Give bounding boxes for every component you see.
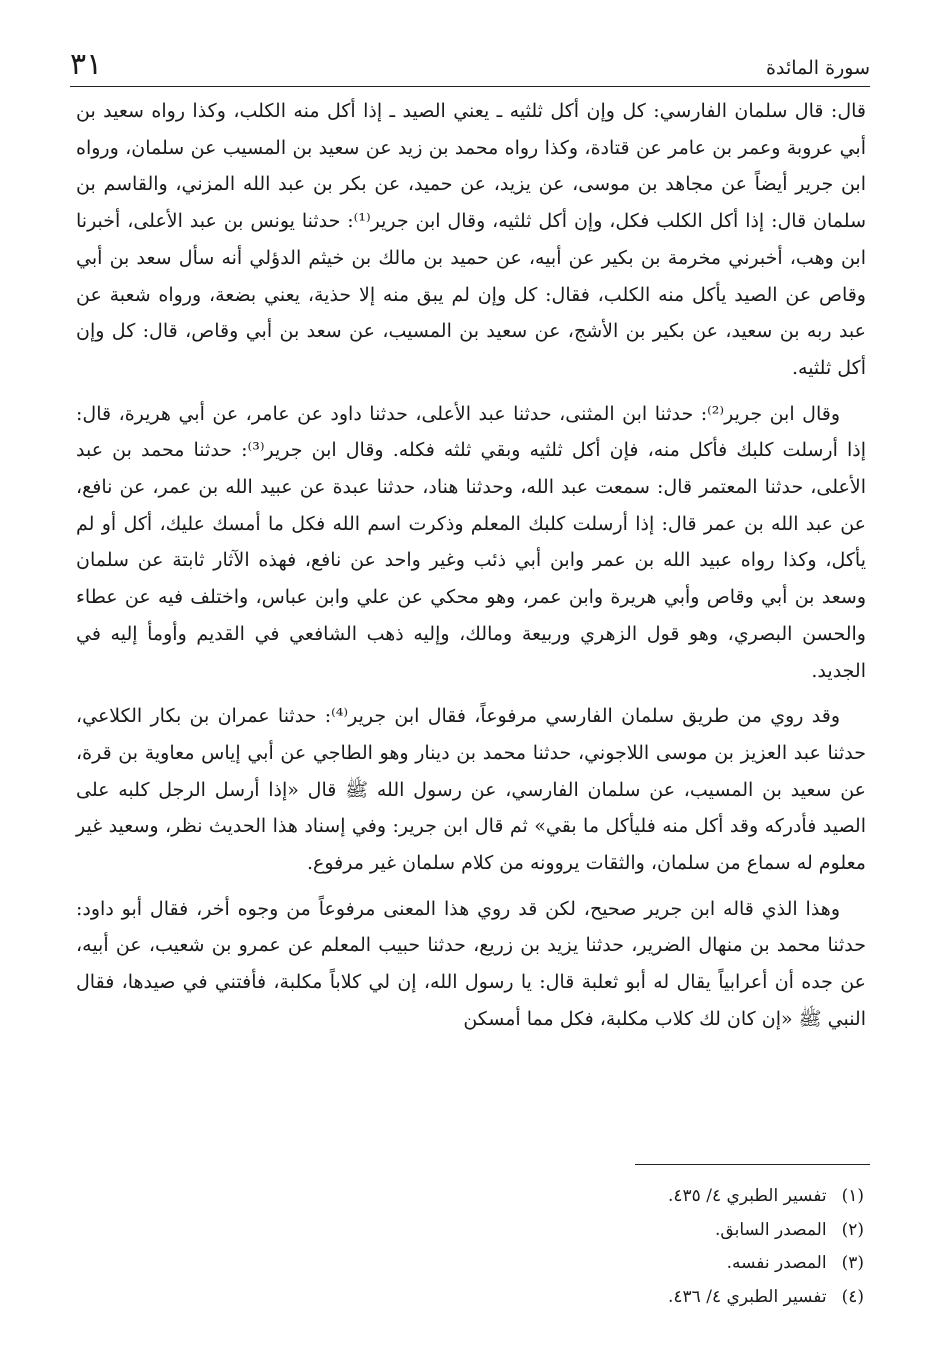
paragraph: قال: قال سلمان الفارسي: كل وإن أكل ثلثيه ـ يعني الصيد ـ إذا أكل منه الكلب، وكذا رواه سعيد بن أبي عروبة وعمر بن عامر عن قتادة، وكذا رواه محمد بن زيد عن سعيد بن المسيب عن سلمان، ورواه ابن جرير أيضاً عن مجاهد بن موسى، عن يزيد، عن حميد، عن بكر بن عبد الله المزني، والقاسم بن سلمان قال: إذا أكل الكلب فكل، وإن أكل ثلثيه، وقال ابن جرير⁽¹⁾: حدثنا يونس بن عبد الأعلى، أخبرنا ابن وهب، أخبرني مخرمة بن بكير عن أبيه، عن حميد بن مالك بن خيثم الدؤلي أنه سأل سعد بن أبي وقاص عن الصيد يأكل منه الكلب، فقال: كل وإن لم يبق منه إلا حذية، يعني بضعة، ورواه شعبة عن عبد ربه بن سعيد، عن بكير بن الأشج، عن سعيد بن المسيب، عن سعد بن أبي وقاص، قال: كل وإن أكل ثلثيه. — [76, 100, 866, 379]
footnote — [444, 1214, 864, 1248]
running-title: سورة المائدة — [766, 57, 870, 79]
footnote-number: (٢) — [841, 1219, 864, 1240]
page-header — [70, 46, 870, 87]
paragraph: وقد روي من طريق سلمان الفارسي مرفوعاً، فقال ابن جرير⁽⁴⁾: حدثنا عمران بن بكار الكلاعي، حدثنا عبد العزيز بن موسى اللاجوني، حدثنا محمد بن دينار وهو الطاجي عن أبي إياس معاوية بن قرة، عن سعيد بن المسيب، عن سلمان الفارسي، عن رسول الله ﷺ قال «إذا أرسل الرجل كلبه على الصيد فأدركه وقد أكل منه فليأكل ما بقي» ثم قال ابن جرير: وفي إسناد هذا الحديث نظر، وسعيد غير معلوم له سماع من سلمان، والثقات يروونه من كلام سلمان غير مرفوع. — [76, 705, 866, 875]
footnote-text: تفسير الطبري ٤/ ٤٣٥. — [668, 1186, 827, 1206]
footnote-number: (٤) — [841, 1286, 864, 1307]
paragraph: وقال ابن جرير⁽²⁾: حدثنا ابن المثنى، حدثنا عبد الأعلى، حدثنا داود عن عامر، عن أبي هريرة، قال: إذا أرسلت كلبك فأكل منه، فإن أكل ثلثيه وبقي ثلثه فكله. وقال ابن جرير⁽³⁾: حدثنا محمد بن عبد الأعلى، حدثنا المعتمر قال: سمعت عبد الله، وحدثنا هناد، حدثنا عبدة عن عبيد الله بن عمر، عن نافع، عن عبد الله بن عمر قال: إذا أرسلت كلبك المعلم وذكرت اسم الله فكل ما أمسك عليك، أكل أو لم يأكل، وكذا رواه عبيد الله بن عمر وابن أبي ذئب وغير واحد عن نافع، فهذه الآثار ثابتة عن سلمان وسعد بن أبي وقاص وأبي هريرة وابن عمر، وهو محكي عن علي وابن عباس، واختلف فيه عن عطاء والحسن البصري، وهو قول الزهري وربيعة ومالك، وإليه ذهب الشافعي في القديم وأومأ إليه في الجديد. — [76, 402, 866, 682]
footnote — [444, 1180, 864, 1214]
footnote-number: (٣) — [841, 1253, 864, 1273]
footnote-text: المصدر نفسه. — [726, 1253, 827, 1273]
page-number: ٣١ — [70, 47, 103, 82]
footnote — [444, 1281, 864, 1315]
footnotes — [444, 1180, 864, 1314]
main-text — [76, 93, 866, 1047]
footnote-text: المصدر السابق. — [715, 1219, 827, 1240]
paragraph: وهذا الذي قاله ابن جرير صحيح، لكن قد روي هذا المعنى مرفوعاً من وجوه أخر، فقال أبو داود: حدثنا محمد بن منهال الضرير، حدثنا يزيد بن زريع، حدثنا حبيب المعلم عن عمرو بن شعيب، عن أبيه، عن جده أن أعرابياً يقال له أبو ثعلبة قال: يا رسول الله، إن لي كلاباً مكلبة، فأفتني في صيدها، فقال النبي ﷺ «إن كان لك كلاب مكلبة، فكل مما أمسكن — [76, 897, 866, 1030]
footnote — [444, 1247, 864, 1281]
footnote-number: (١) — [841, 1186, 864, 1206]
footnote-separator — [635, 1164, 870, 1165]
footnote-text: تفسير الطبري ٤/ ٤٣٦. — [668, 1286, 827, 1307]
